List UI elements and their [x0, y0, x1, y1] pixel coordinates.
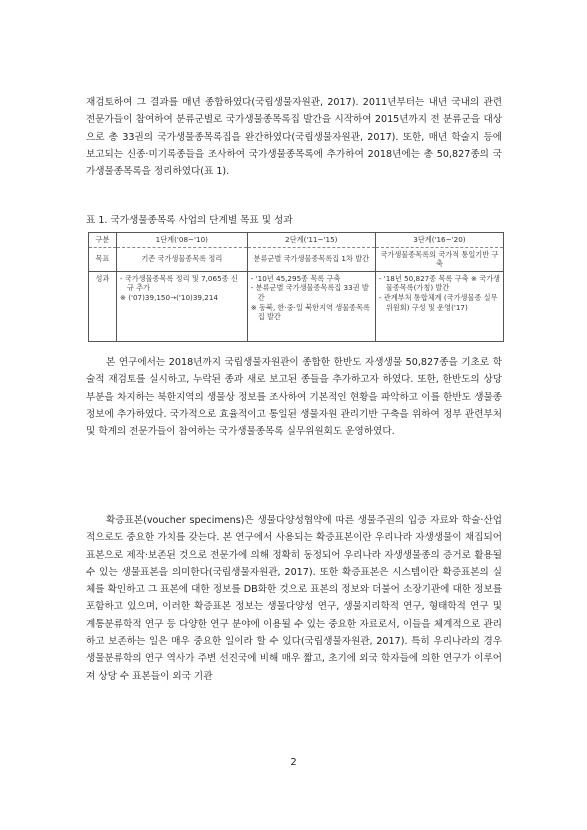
result-item: - 분류군별 국가생물종목록집 33권 발간 [250, 283, 369, 302]
paragraph-voucher-specimens: 확증표본(voucher specimens)은 생물다양성협약에 따른 생물주권의 입증 자료와 학술·산업적으로도 중요한 가치를 갖는다. 본 연구에서 사용되는 확증표본이란 우리나라 자생생물이 채집되어 표본으로 제작·보존된 것으로 전문가에 의해 정확히 동정되어 우리나라 자생생물종의 증거로 활용될 수 있는 생물표본을 의미한다(국립생물자원관, 2017). 또한 확증표본은 시스템이란 확증표본의 실체를 확인하고 그 표본에 대한 정보를 DB화한 것으로 표본의 정보와 더불어 소장기관에 대한 정보를 포함하고 있으며, 이러한 확증표본 정보는 생물다양성 연구, 생물지리학적 연구, 형태학적 연구 및 계통분류학적 연구 등 다양한 연구 분야에 이용될 수 있는 중요한 자료로서, 이들을 체계적으로 관리하고 보존하는 일은 매우 중요한 일이라 할 수 있다(국립생물자원관, 2017). 특히 우리나라의 경우 생물분류학의 연구 역사가 주변 선진국에 비해 매우 짧고, 초기에 외국 학자들에 의한 연구가 이루어져 상당 수 표본들이 외국 기관 [86, 515, 502, 682]
phase-3-header: 3단계('16~'20) [375, 233, 503, 248]
phase-3-results [375, 271, 503, 341]
row-label-result: 성과 [89, 271, 117, 341]
result-item: - '18년 50,827종 목록 구축 ※ 국가생물종목록(가칭) 발간 [378, 273, 500, 293]
phase-3-goal: 국가생물종목록의 국가적 통일기반 구축 [375, 247, 503, 271]
project-phases-table [88, 232, 504, 342]
table-caption: 표 1. 국가생물종목록 사업의 단계별 목표 및 성과 [86, 215, 293, 226]
phase-2-results [247, 271, 375, 341]
table-row [89, 247, 504, 271]
paragraph-study-scope: 본 연구에서는 2018년까지 국립생물자원관이 종합한 한반도 자생생물 50,827종을 기초로 학술적 재검토를 실시하고, 누락된 종과 새로 보고된 종들을 추가하고자 하였다. 또한, 한반도의 상당 부분을 차지하는 북한지역의 생물상 정보를 조사하여 기본적인 현황을 파악하고 이를 한반도 생물종 정보에 추가하였다. 국가적으로 효율적이고 통일된 생물자원 관리기반 구축을 위하여 정부 관련부처 및 학계의 전문가들이 참여하는 국가생물종목록 실무위원회도 운영하였다. [86, 357, 502, 438]
table-row [89, 271, 504, 341]
table-row [89, 233, 504, 248]
phase-1-goal: 기존 국가생물종목록 정리 [116, 247, 247, 271]
paragraph-intro: 재검토하여 그 결과를 매년 종합하였다(국립생물자원관, 2017). 2011년부터는 내년 국내의 관련 전문가들이 참여하여 분류군별로 국가생물종목록집 발간을 시작하여 2015년까지 전 분류군을 대상으로 총 33권의 국가생물종목록집을 완간하였다(국립생물자원관, 2017). 또한, 매년 학술지 등에 보고되는 신종·미기록종들을 조사하여 국가생물종목록에 추가하여 2018년에는 총 50,827종의 국가생물종목록을 정리하였다(표 1). [86, 97, 502, 178]
result-item: - 국가생물종목록 정리 및 7,065종 신규 추가 [119, 273, 238, 293]
row-label-goal: 목표 [89, 247, 117, 271]
page-number: 2 [290, 757, 297, 768]
phase-2-goal: 분류군별 국가생물종목록집 1차 발간 [247, 247, 375, 271]
result-item: ※ 동북, 한·중·일 북한지역 생물종목록집 발간 [250, 302, 370, 322]
result-item: ※ ('07)39,150→('10)39,214 [119, 292, 218, 302]
result-item: - 관계부처 통합체계 (국가생물종 실무위원회) 구성 및 운영('17) [378, 292, 498, 312]
phase-2-header: 2단계('11~'15) [247, 233, 375, 248]
phase-1-results [116, 271, 247, 341]
result-item: - '10년 45,295종 목록 구축 [250, 273, 341, 283]
row-label-phase: 구분 [89, 233, 117, 248]
phase-1-header: 1단계('08~'10) [116, 233, 247, 248]
